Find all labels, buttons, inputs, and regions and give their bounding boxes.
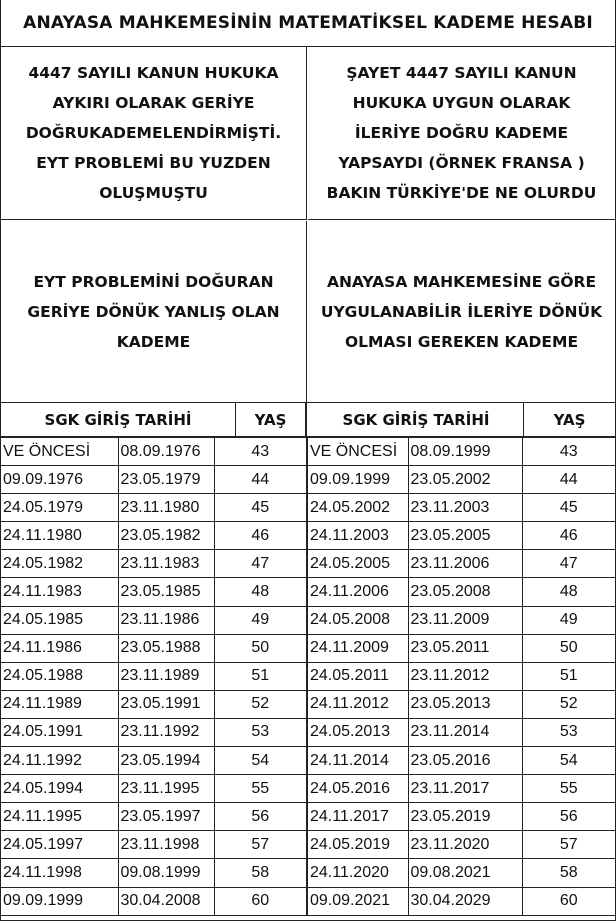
right-start-date-cell: 24.11.2014 <box>307 747 408 775</box>
right-age-cell: 52 <box>522 690 615 718</box>
right-start-date-cell: 09.09.1999 <box>307 466 408 494</box>
left-age-cell: 56 <box>214 803 307 831</box>
right-age-cell: 51 <box>522 662 615 690</box>
left-age-header: YAŞ <box>236 403 307 436</box>
left-start-date-cell: 24.05.1994 <box>1 775 118 803</box>
left-end-date-cell: 23.05.1985 <box>118 578 214 606</box>
left-age-cell: 49 <box>214 606 307 634</box>
left-end-date-cell: 23.05.1979 <box>118 466 214 494</box>
left-start-date-cell: 24.11.1992 <box>1 747 118 775</box>
right-start-date-cell: 24.05.2019 <box>307 831 408 859</box>
left-start-date-cell: 24.11.1986 <box>1 634 118 662</box>
table-row <box>1 438 615 466</box>
right-end-date-cell: 09.08.2021 <box>408 859 522 887</box>
left-age-cell: 54 <box>214 747 307 775</box>
table-row <box>1 690 615 718</box>
right-end-date-cell: 23.11.2017 <box>408 775 522 803</box>
table-row <box>1 662 615 690</box>
right-end-date-cell: 23.05.2005 <box>408 522 522 550</box>
right-age-cell: 48 <box>522 578 615 606</box>
left-table-heading: EYT PROBLEMİNİ DOĞURAN GERİYE DÖNÜK YANLIŞ OLAN KADEME <box>1 221 307 402</box>
right-start-date-cell: 24.05.2011 <box>307 662 408 690</box>
right-end-date-cell: 23.05.2002 <box>408 466 522 494</box>
right-age-header: YAŞ <box>553 410 586 429</box>
left-end-date-cell: 23.11.1998 <box>118 831 214 859</box>
right-age-cell: 60 <box>522 887 615 915</box>
left-end-date-cell: 23.11.1980 <box>118 494 214 522</box>
right-end-date-cell: 23.05.2008 <box>408 578 522 606</box>
left-age-cell: 43 <box>214 438 307 466</box>
left-end-date-cell: 23.11.1992 <box>118 718 214 746</box>
right-age-cell: 43 <box>522 438 615 466</box>
right-end-date-cell: 23.05.2013 <box>408 690 522 718</box>
right-end-date-cell: 23.11.2009 <box>408 606 522 634</box>
right-age-cell: 56 <box>522 803 615 831</box>
left-age-cell: 57 <box>214 831 307 859</box>
right-end-date-cell: 23.11.2020 <box>408 831 522 859</box>
left-age-cell: 45 <box>214 494 307 522</box>
left-age-cell: 50 <box>214 634 307 662</box>
right-start-date-cell: 09.09.2021 <box>307 887 408 915</box>
left-start-date-cell: 24.05.1997 <box>1 831 118 859</box>
right-start-date-cell: 24.05.2013 <box>307 718 408 746</box>
left-start-date-cell: 24.11.1995 <box>1 803 118 831</box>
right-start-date-cell: 24.11.2012 <box>307 690 408 718</box>
table-row <box>1 887 615 915</box>
right-age-cell: 47 <box>522 550 615 578</box>
left-age-cell: 47 <box>214 550 307 578</box>
left-start-date-cell: 24.11.1989 <box>1 690 118 718</box>
right-end-date-cell: 08.09.1999 <box>408 438 522 466</box>
left-age-cell: 51 <box>214 662 307 690</box>
left-age-cell: 44 <box>214 466 307 494</box>
right-start-date-cell: 24.11.2009 <box>307 634 408 662</box>
right-start-date-cell: 24.05.2005 <box>307 550 408 578</box>
right-end-date-cell: 23.11.2014 <box>408 718 522 746</box>
table-row <box>1 522 615 550</box>
table-row <box>1 747 615 775</box>
right-age-cell: 46 <box>522 522 615 550</box>
left-age-cell: 48 <box>214 578 307 606</box>
right-start-date-cell: 24.11.2020 <box>307 859 408 887</box>
left-age-cell: 46 <box>214 522 307 550</box>
left-end-date-cell: 23.05.1988 <box>118 634 214 662</box>
right-age-cell: 49 <box>522 606 615 634</box>
left-age-cell: 53 <box>214 718 307 746</box>
left-start-date-cell: 24.05.1979 <box>1 494 118 522</box>
left-end-date-cell: 23.05.1991 <box>118 690 214 718</box>
left-end-date-cell: 23.11.1986 <box>118 606 214 634</box>
table-row <box>1 494 615 522</box>
left-date-header: SGK GİRİŞ TARİHİ <box>1 403 236 436</box>
kademe-table <box>1 437 615 916</box>
right-date-header: SGK GİRİŞ TARİHİ <box>309 403 524 436</box>
right-age-cell: 54 <box>522 747 615 775</box>
table-row <box>1 859 615 887</box>
right-start-date-cell: 24.11.2017 <box>307 803 408 831</box>
left-end-date-cell: 08.09.1976 <box>118 438 214 466</box>
right-table-heading: ANAYASA MAHKEMESİNE GÖRE UYGULANABİLİR İLERİYE DÖNÜK OLMASI GEREKEN KADEME <box>320 272 603 351</box>
right-end-date-cell: 23.05.2016 <box>408 747 522 775</box>
right-start-date-cell: 24.05.2016 <box>307 775 408 803</box>
left-end-date-cell: 23.11.1989 <box>118 662 214 690</box>
left-end-date-cell: 23.11.1983 <box>118 550 214 578</box>
left-end-date-cell: 23.05.1982 <box>118 522 214 550</box>
left-start-date-cell: 24.11.1998 <box>1 859 118 887</box>
left-age-cell: 58 <box>214 859 307 887</box>
table-row <box>1 466 615 494</box>
right-end-date-cell: 23.11.2006 <box>408 550 522 578</box>
left-start-date-cell: 24.05.1985 <box>1 606 118 634</box>
right-start-date-cell: 24.05.2002 <box>307 494 408 522</box>
right-start-date-cell: VE ÖNCESİ <box>307 438 408 466</box>
left-start-date-cell: 24.05.1982 <box>1 550 118 578</box>
right-start-date-cell: 24.05.2008 <box>307 606 408 634</box>
left-end-date-cell: 09.08.1999 <box>118 859 214 887</box>
right-age-cell: 50 <box>522 634 615 662</box>
right-end-date-cell: 30.04.2029 <box>408 887 522 915</box>
left-start-date-cell: VE ÖNCESİ <box>1 438 118 466</box>
left-age-cell: 60 <box>214 887 307 915</box>
right-start-date-cell: 24.11.2006 <box>307 578 408 606</box>
right-age-cell: 44 <box>522 466 615 494</box>
table-row <box>1 775 615 803</box>
right-start-date-cell: 24.11.2003 <box>307 522 408 550</box>
left-age-cell: 52 <box>214 690 307 718</box>
right-description-block: ŞAYET 4447 SAYILI KANUN HUKUKA UYGUN OLARAK İLERİYE DOĞRU KADEME YAPSAYDI (ÖRNEK FRANSA ) BAKIN TÜRKİYE'DE NE OLURDU <box>308 47 615 220</box>
right-end-date-cell: 23.11.2012 <box>408 662 522 690</box>
page-title: ANAYASA MAHKEMESİNİN MATEMATİKSEL KADEME HESABI <box>1 0 615 47</box>
right-age-cell: 45 <box>522 494 615 522</box>
table-row <box>1 578 615 606</box>
table-row <box>1 831 615 859</box>
table-row <box>1 606 615 634</box>
left-start-date-cell: 24.05.1988 <box>1 662 118 690</box>
table-row <box>1 803 615 831</box>
column-header-row <box>1 402 615 437</box>
left-start-date-cell: 24.11.1980 <box>1 522 118 550</box>
left-end-date-cell: 23.05.1997 <box>118 803 214 831</box>
left-start-date-cell: 24.05.1991 <box>1 718 118 746</box>
right-age-cell: 57 <box>522 831 615 859</box>
right-age-cell: 55 <box>522 775 615 803</box>
right-age-cell: 53 <box>522 718 615 746</box>
left-start-date-cell: 09.09.1999 <box>1 887 118 915</box>
left-end-date-cell: 23.11.1995 <box>118 775 214 803</box>
left-end-date-cell: 30.04.2008 <box>118 887 214 915</box>
left-start-date-cell: 24.11.1983 <box>1 578 118 606</box>
left-start-date-cell: 09.09.1976 <box>1 466 118 494</box>
table-row <box>1 550 615 578</box>
table-row <box>1 634 615 662</box>
table-row <box>1 718 615 746</box>
right-age-cell: 58 <box>522 859 615 887</box>
right-end-date-cell: 23.05.2011 <box>408 634 522 662</box>
left-description-block: 4447 SAYILI KANUN HUKUKA AYKIRI OLARAK GERİYE DOĞRUKADEMELENDİRMİŞTİ. EYT PROBLEMİ BU YUZDEN OLUŞMUŞTU <box>1 47 307 220</box>
right-end-date-cell: 23.05.2019 <box>408 803 522 831</box>
left-age-cell: 55 <box>214 775 307 803</box>
left-end-date-cell: 23.05.1994 <box>118 747 214 775</box>
right-end-date-cell: 23.11.2003 <box>408 494 522 522</box>
